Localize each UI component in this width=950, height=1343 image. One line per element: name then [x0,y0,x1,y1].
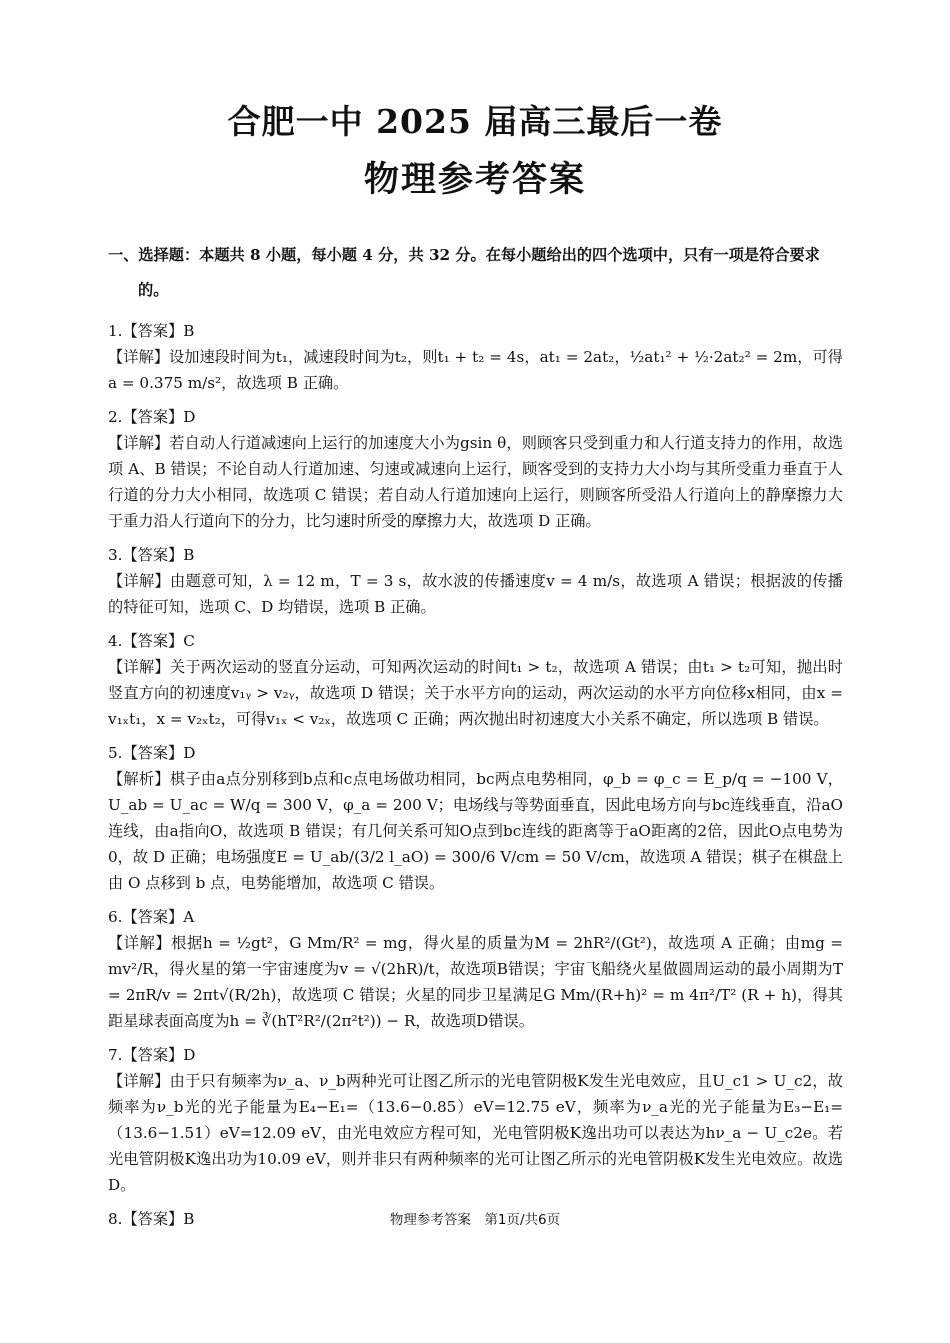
answer-content [108,238,843,1240]
answer-line: 5.【答案】D [108,744,196,762]
question-item [108,628,843,732]
explanation-text: 【详解】由于只有频率为ν_a、ν_b两种光可让图乙所示的光电管阴极K发生光电效应，且U_c1 > U_c2，故频率为ν_b光的光子能量为E₄−E₁=（13.6−0.85）eV=12.75 eV，频率为ν_a光的光子能量为E₃−E₁=（13.6−1.51）eV=12.09 eV，由光电效应方程可知，光电管阴极K逸出功可以表达为hν_a − U_c2e。若光电管阴极K逸出功为10.09 eV，则并非只有两种频率的光可让图乙所示的光电管阴极K发生光电效应。故选 D。 [108,1072,843,1194]
page-title: 合肥一中 2025 届高三最后一卷 [227,102,723,141]
answer-line: 8.【答案】B [108,1210,195,1228]
answer-line: 7.【答案】D [108,1046,196,1064]
explanation-text: 【详解】关于两次运动的竖直分运动，可知两次运动的时间t₁ > t₂，故选项 A 错误；由t₁ > t₂可知，抛出时竖直方向的初速度v₁ᵧ > v₂ᵧ，故选项 D 错误；关于水平方向的运动，两次运动的水平方向位移x相同，由x = v₁ₓt₁，x = v₂ₓt₂，可得v₁ₓ < v₂ₓ，故选项 C 正确；两次抛出时初速度大小关系不确定，所以选项 B 错误。 [108,658,843,728]
question-item [108,904,843,1034]
page-footer: 物理参考答案 第1页/共6页 [389,1212,561,1228]
explanation-text: 【详解】若自动人行道减速向上运行的加速度大小为gsin θ，则顾客只受到重力和人行道支持力的作用，故选项 A、B 错误；不论自动人行道加速、匀速或减速向上运行，顾客受到的支持力大小均与其所受重力垂直于人行道的分力大小相同，故选项 C 错误；若自动人行道加速向上运行，则顾客所受沿人行道向上的静摩擦力大于重力沿人行道向下的分力，比匀速时所受的摩擦力大，故选项 D 正确。 [108,434,843,530]
explanation-text: 【详解】设加速段时间为t₁，减速段时间为t₂，则t₁ + t₂ = 4s，at₁ = 2at₂，½at₁² + ½·2at₂² = 2m，可得a = 0.375 m/s²，故选项 B 正确。 [108,348,843,392]
section-heading: 一、选择题：本题共 8 小题，每小题 4 分，共 32 分。在每小题给出的四个选项中，只有一项是符合要求的。 [108,246,820,299]
question-item [108,542,843,620]
question-item [108,1042,843,1198]
answer-line: 6.【答案】A [108,908,195,926]
question-item [108,318,843,396]
page-subtitle: 物理参考答案 [363,159,586,200]
explanation-text: 【详解】根据h = ½gt²，G Mm/R² = mg，得火星的质量为M = 2hR²/(Gt²)，故选项 A 正确；由mg = mv²/R，得火星的第一宇宙速度为v = √(2hR)/t，故选项B错误；宇宙飞船绕火星做圆周运动的最小周期为T = 2πR/v = 2πt√(R/2h)，故选项 C 错误；火星的同步卫星满足G Mm/(R+h)² = m 4π²/T² (R + h)，得其距星球表面高度为h = ∛(hT²R²/(2π²t²)) − R，故选项D错误。 [108,934,843,1030]
explanation-text: 【详解】由题意可知，λ = 12 m，T = 3 s，故水波的传播速度v = 4 m/s，故选项 A 错误；根据波的传播的特征可知，选项 C、D 均错误，选项 B 正确。 [108,572,843,616]
answer-line: 2.【答案】D [108,408,196,426]
explanation-text: 【解析】棋子由a点分别移到b点和c点电场做功相同，bc两点电势相同，φ_b = φ_c = E_p/q = −100 V，U_ab = U_ac = W/q = 300 V，φ_a = 200 V；电场线与等势面垂直，因此电场方向与bc连线垂直，沿aO连线，由a指向O，故选项 B 错误；有几何关系可知O点到bc连线的距离等于aO距离的2倍，因此O点电势为0，故 D 正确；电场强度E = U_ab/(3/2 l_aO) = 300/6 V/cm = 50 V/cm，故选项 A 错误；棋子在棋盘上由 O 点移到 b 点，电势能增加，故选项 C 错误。 [108,770,843,892]
answer-line: 3.【答案】B [108,546,195,564]
answer-line: 1.【答案】B [108,322,195,340]
answer-line: 4.【答案】C [108,632,195,650]
question-item [108,404,843,534]
question-item [108,740,843,896]
